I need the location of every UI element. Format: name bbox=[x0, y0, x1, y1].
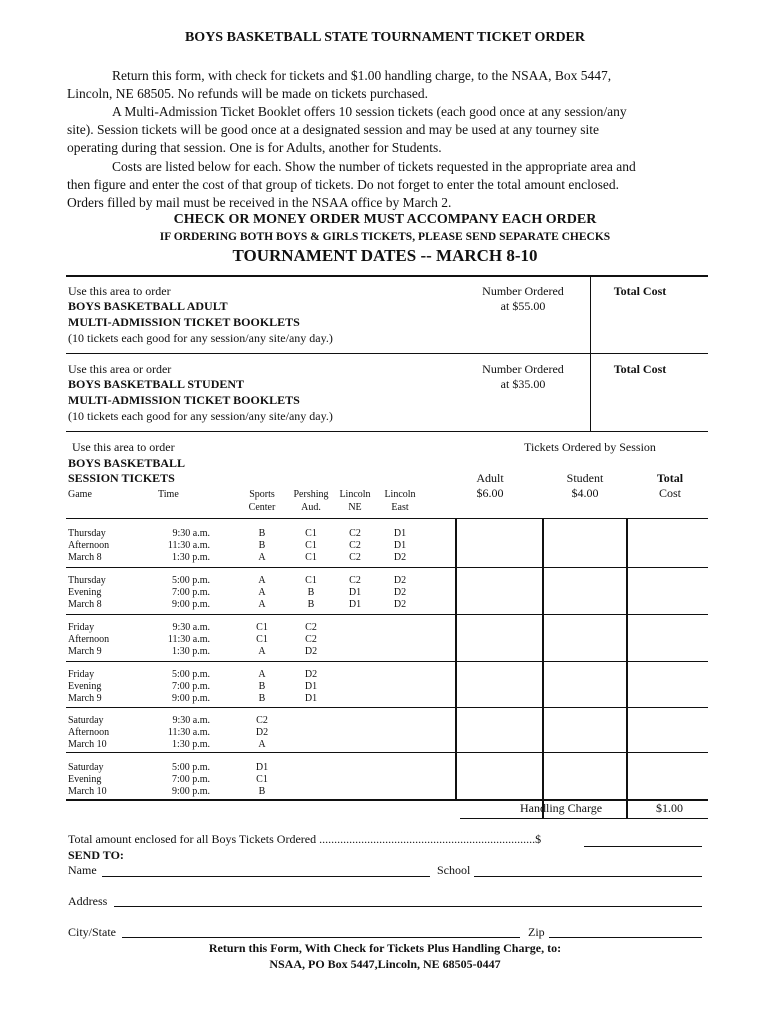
session-sports-cell: B bbox=[258, 528, 266, 539]
session-area-label: Use this area to order bbox=[72, 440, 175, 454]
session-lincoln-ne-cell: C2 bbox=[349, 552, 361, 563]
session-game-cell: Saturday bbox=[68, 762, 104, 773]
session-game-cell: March 10 bbox=[68, 739, 107, 750]
intro-line-4: site). Session tickets will be good once at a designated session and may be used at any tourney site bbox=[67, 122, 600, 137]
session-game-cell: Evening bbox=[68, 587, 102, 598]
col-header-aud: Aud. bbox=[301, 502, 321, 513]
intro-line-2: Lincoln, NE 68505. No refunds will be made on tickets purchased. bbox=[67, 86, 429, 101]
intro-line-1: Return this form, with check for tickets and $1.00 handling charge, to the NSAA, Box 5447, bbox=[112, 68, 612, 83]
session-pershing-cell: D1 bbox=[304, 693, 318, 704]
session-time-cell: 9:00 p.m. bbox=[171, 693, 210, 704]
session-game-cell: March 9 bbox=[68, 646, 102, 657]
session-time-cell: 11:30 a.m. bbox=[167, 727, 210, 738]
session-pershing-cell: C1 bbox=[305, 540, 317, 551]
col-header-ne: NE bbox=[348, 502, 362, 513]
session-pershing-cell: D2 bbox=[304, 646, 318, 657]
session-time-cell: 5:00 p.m. bbox=[171, 669, 210, 680]
zip-label: Zip bbox=[528, 925, 545, 939]
session-lincoln-east-cell: D2 bbox=[393, 552, 407, 563]
session-lincoln-east-cell: D2 bbox=[393, 587, 407, 598]
session-sports-cell: A bbox=[258, 552, 266, 563]
student-area-label: Use this area or order bbox=[68, 362, 172, 376]
session-game-cell: March 8 bbox=[68, 599, 102, 610]
session-sports-cell: A bbox=[258, 739, 266, 750]
adult-col-price: $6.00 bbox=[476, 486, 504, 500]
col-header-pershing: Pershing bbox=[293, 489, 329, 500]
session-game-cell: Friday bbox=[68, 669, 95, 680]
total-enclosed-label: Total amount enclosed for all Boys Tickets Ordered ........................................................................$ bbox=[68, 832, 542, 846]
session-sports-cell: A bbox=[258, 669, 266, 680]
session-pershing-cell: C2 bbox=[305, 622, 317, 633]
session-grid-line-4 bbox=[66, 707, 708, 708]
col-header-game: Game bbox=[68, 489, 92, 500]
handling-line bbox=[460, 818, 708, 819]
session-sports-cell: B bbox=[258, 693, 266, 704]
session-grid-line-5 bbox=[66, 752, 708, 753]
intro-line-8: Orders filled by mail must be received in the NSAA office by March 2. bbox=[67, 195, 452, 210]
session-sports-cell: B bbox=[258, 786, 266, 797]
student-heading: BOYS BASKETBALL STUDENT bbox=[68, 377, 245, 391]
student-col-label: Student bbox=[566, 471, 604, 485]
session-lincoln-east-cell: D2 bbox=[393, 599, 407, 610]
adult-subheading: MULTI-ADMISSION TICKET BOOKLETS bbox=[68, 315, 300, 329]
session-sports-cell: B bbox=[258, 540, 266, 551]
session-lincoln-ne-cell: D1 bbox=[348, 599, 362, 610]
adult-note: (10 tickets each good for any session/any site/any day.) bbox=[68, 331, 333, 345]
separate-checks-notice: IF ORDERING BOTH BOYS & GIRLS TICKETS, PLEASE SEND SEPARATE CHECKS bbox=[159, 231, 611, 243]
session-game-cell: March 10 bbox=[68, 786, 107, 797]
adult-col-label: Adult bbox=[476, 471, 504, 485]
session-game-cell: March 9 bbox=[68, 693, 102, 704]
session-time-cell: 9:00 p.m. bbox=[171, 599, 210, 610]
session-time-cell: 9:30 a.m. bbox=[172, 715, 210, 726]
tournament-dates-heading: TOURNAMENT DATES -- MARCH 8-10 bbox=[232, 246, 538, 265]
col-header-east: East bbox=[391, 502, 409, 513]
session-game-cell: March 8 bbox=[68, 552, 102, 563]
session-grid-line-2 bbox=[66, 614, 708, 615]
session-sports-cell: A bbox=[258, 646, 266, 657]
session-time-cell: 7:00 p.m. bbox=[171, 587, 210, 598]
city-state-field[interactable] bbox=[122, 937, 520, 938]
session-sports-cell: B bbox=[258, 681, 266, 692]
session-lincoln-ne-cell: C2 bbox=[349, 528, 361, 539]
adult-divider bbox=[590, 276, 591, 354]
session-time-cell: 1:30 p.m. bbox=[171, 552, 210, 563]
session-game-cell: Afternoon bbox=[68, 540, 110, 551]
session-sports-cell: A bbox=[258, 599, 266, 610]
session-sports-cell: C1 bbox=[256, 634, 268, 645]
col-header-sports: Sports bbox=[249, 489, 275, 500]
session-grid-line-3 bbox=[66, 661, 708, 662]
session-sports-cell: C1 bbox=[256, 622, 268, 633]
adult-area-label: Use this area to order bbox=[68, 284, 171, 298]
session-time-cell: 5:00 p.m. bbox=[171, 762, 210, 773]
session-sports-cell: A bbox=[258, 587, 266, 598]
session-game-cell: Afternoon bbox=[68, 727, 110, 738]
check-notice: CHECK OR MONEY ORDER MUST ACCOMPANY EACH ORDER bbox=[173, 212, 597, 227]
session-sports-cell: C2 bbox=[256, 715, 268, 726]
session-sports-cell: D1 bbox=[255, 762, 269, 773]
session-divider-3 bbox=[626, 518, 628, 818]
col-header-time: Time bbox=[158, 489, 179, 500]
session-lincoln-east-cell: D2 bbox=[393, 575, 407, 586]
name-label: Name bbox=[68, 863, 97, 877]
session-divider-1 bbox=[455, 518, 457, 800]
adult-total-cost-label: Total Cost bbox=[613, 284, 667, 298]
session-game-cell: Friday bbox=[68, 622, 95, 633]
school-label: School bbox=[437, 863, 471, 877]
address-field[interactable] bbox=[114, 906, 702, 907]
total-col-label: Total bbox=[656, 471, 684, 485]
session-pershing-cell: C1 bbox=[305, 528, 317, 539]
session-game-cell: Thursday bbox=[68, 528, 106, 539]
session-game-cell: Saturday bbox=[68, 715, 104, 726]
zip-field[interactable] bbox=[549, 937, 702, 938]
session-sports-cell: C1 bbox=[256, 774, 268, 785]
student-number-ordered-label: Number Ordered bbox=[482, 362, 564, 376]
session-lincoln-east-cell: D1 bbox=[393, 540, 407, 551]
adult-heading: BOYS BASKETBALL ADULT bbox=[68, 299, 228, 313]
intro-line-5: operating during that session. One is for Adults, another for Students. bbox=[67, 140, 442, 155]
session-grid-line-1 bbox=[66, 567, 708, 568]
rule-student-bottom bbox=[66, 431, 708, 432]
session-grid-top bbox=[66, 518, 708, 519]
rule-top bbox=[66, 275, 708, 277]
total-enclosed-field[interactable] bbox=[584, 846, 702, 847]
session-divider-2 bbox=[542, 518, 544, 818]
session-time-cell: 9:30 a.m. bbox=[172, 622, 210, 633]
session-pershing-cell: B bbox=[307, 587, 315, 598]
session-game-cell: Evening bbox=[68, 774, 102, 785]
col-header-lincoln-east: Lincoln bbox=[384, 489, 416, 500]
session-grid-bottom bbox=[66, 799, 708, 801]
adult-price: at $55.00 bbox=[500, 299, 546, 313]
session-time-cell: 9:30 a.m. bbox=[172, 528, 210, 539]
session-sports-cell: A bbox=[258, 575, 266, 586]
session-pershing-cell: C2 bbox=[305, 634, 317, 645]
city-state-label: City/State bbox=[68, 925, 116, 939]
intro-line-7: then figure and enter the cost of that group of tickets. Do not forget to enter the total amount enclosed. bbox=[67, 177, 619, 192]
school-field[interactable] bbox=[474, 876, 702, 877]
session-pershing-cell: C1 bbox=[305, 575, 317, 586]
rule-adult-bottom bbox=[66, 353, 708, 354]
session-sports-cell: D2 bbox=[255, 727, 269, 738]
col-header-lincoln-ne: Lincoln bbox=[339, 489, 371, 500]
handling-charge-amount: $1.00 bbox=[656, 801, 683, 815]
session-time-cell: 7:00 p.m. bbox=[171, 774, 210, 785]
session-pershing-cell: D2 bbox=[304, 669, 318, 680]
return-instructions: Return this Form, With Check for Tickets Plus Handling Charge, to: bbox=[208, 941, 562, 955]
session-pershing-cell: C1 bbox=[305, 552, 317, 563]
session-time-cell: 1:30 p.m. bbox=[171, 646, 210, 657]
intro-line-6: Costs are listed below for each. Show the number of tickets requested in the appropriate area and bbox=[112, 159, 636, 174]
address-label: Address bbox=[68, 894, 108, 908]
session-game-cell: Afternoon bbox=[68, 634, 110, 645]
session-game-cell: Thursday bbox=[68, 575, 106, 586]
return-address: NSAA, PO Box 5447,Lincoln, NE 68505-0447 bbox=[269, 957, 501, 971]
session-time-cell: 11:30 a.m. bbox=[167, 634, 210, 645]
student-price: at $35.00 bbox=[500, 377, 546, 391]
session-pershing-cell: B bbox=[307, 599, 315, 610]
session-subheading: SESSION TICKETS bbox=[68, 471, 175, 485]
name-field[interactable] bbox=[102, 876, 430, 877]
student-col-price: $4.00 bbox=[571, 486, 599, 500]
student-total-cost-label: Total Cost bbox=[613, 362, 667, 376]
session-pershing-cell: D1 bbox=[304, 681, 318, 692]
student-divider bbox=[590, 354, 591, 432]
intro-line-3: A Multi-Admission Ticket Booklet offers 10 session tickets (each good once at any session/any bbox=[112, 104, 627, 119]
tickets-by-session-label: Tickets Ordered by Session bbox=[524, 440, 656, 454]
session-lincoln-ne-cell: C2 bbox=[349, 575, 361, 586]
form-title: BOYS BASKETBALL STATE TOURNAMENT TICKET ORDER bbox=[184, 30, 586, 45]
col-header-center: Center bbox=[248, 502, 276, 513]
cost-col-label: Cost bbox=[658, 486, 681, 500]
session-lincoln-ne-cell: C2 bbox=[349, 540, 361, 551]
session-time-cell: 1:30 p.m. bbox=[171, 739, 210, 750]
session-time-cell: 5:00 p.m. bbox=[171, 575, 210, 586]
session-time-cell: 9:00 p.m. bbox=[171, 786, 210, 797]
session-time-cell: 7:00 p.m. bbox=[171, 681, 210, 692]
session-lincoln-ne-cell: D1 bbox=[348, 587, 362, 598]
send-to-label: SEND TO: bbox=[68, 848, 124, 862]
session-heading: BOYS BASKETBALL bbox=[68, 456, 186, 470]
session-time-cell: 11:30 a.m. bbox=[167, 540, 210, 551]
handling-charge-label: Handling Charge bbox=[520, 801, 603, 815]
adult-number-ordered-label: Number Ordered bbox=[482, 284, 564, 298]
session-lincoln-east-cell: D1 bbox=[393, 528, 407, 539]
student-note: (10 tickets each good for any session/any site/any day.) bbox=[68, 409, 333, 423]
session-game-cell: Evening bbox=[68, 681, 102, 692]
student-subheading: MULTI-ADMISSION TICKET BOOKLETS bbox=[68, 393, 300, 407]
